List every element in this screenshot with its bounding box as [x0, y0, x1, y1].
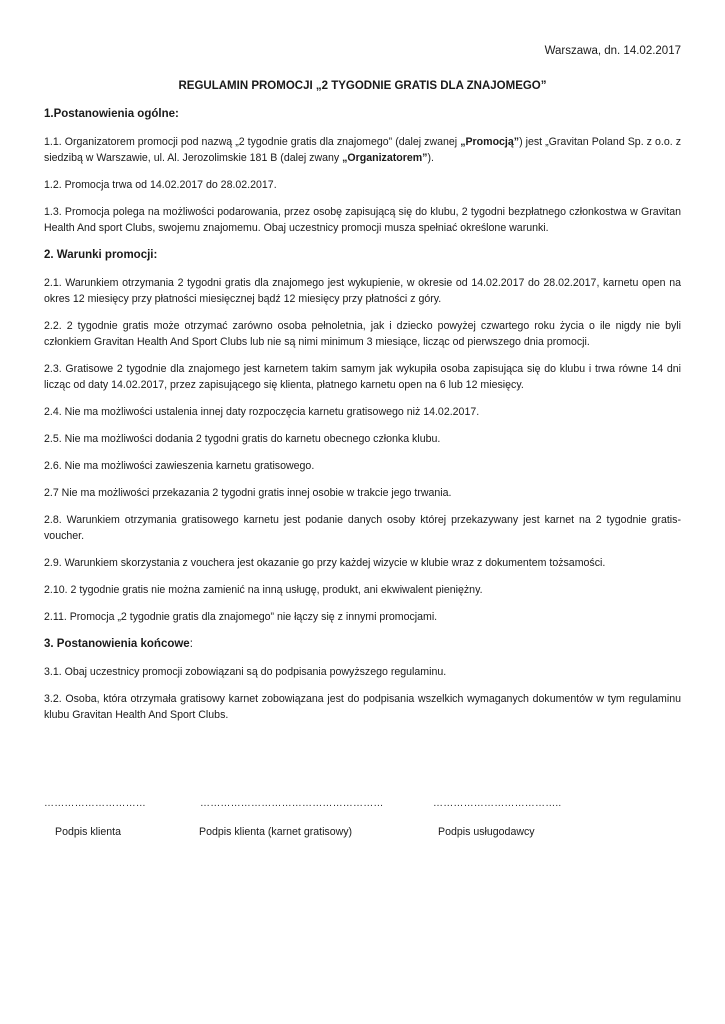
signature-label-provider: Podpis usługodawcy [438, 826, 535, 838]
section-heading-conditions: 2. Warunki promocji: [44, 249, 158, 261]
signature-line-provider: ……………………………….. [433, 798, 562, 809]
document-body [44, 106, 681, 734]
paragraph-2-10: 2.10. 2 tygodnie gratis nie można zamienić na inną usługę, produkt, ani ekwiwalent pieniężny. [44, 584, 483, 596]
paragraph-2-5: 2.5. Nie ma możliwości dodania 2 tygodni gratis do karnetu obecnego członka klubu. [44, 433, 441, 445]
organizer-term: „Organizatorem” [342, 152, 428, 164]
paragraph-2-1: 2.1. Warunkiem otrzymania 2 tygodni gratis dla znajomego jest wykupienie, w okresie od 14.02.2017 do 28.02.2017, karnetu open na okres 12 miesięcy przy płatności miesięcznej bądź 12 miesięcy przy płatności z góry. [44, 277, 681, 305]
promotion-term: „Promocją” [460, 136, 520, 148]
paragraph-2-11: 2.11. Promocja „2 tygodnie gratis dla znajomego” nie łączy się z innymi promocjami. [44, 611, 438, 623]
paragraph-2-7: 2.7 Nie ma możliwości przekazania 2 tygodni gratis innej osobie w trakcie jego trwania. [44, 487, 452, 499]
paragraph-text: 1.1. Organizatorem promocji pod nazwą „2 tygodnie gratis dla znajomego” (dalej zwanej [44, 136, 461, 148]
section-heading-final-colon: : [189, 638, 193, 650]
paragraph-text: ) jest „Gravitan Poland Sp. z o.o. z siedzibą w Warszawie, ul. Al. Jerozolimskie 181 B (dalej zwany [44, 136, 681, 164]
signature-label-client: Podpis klienta [55, 826, 121, 838]
section-heading-final [44, 636, 681, 652]
signature-line-client: ………………………… [44, 798, 146, 809]
paragraph-2-9: 2.9. Warunkiem skorzystania z vouchera jest okazanie go przy każdej wizycie w klubie wraz z dokumentem tożsamości. [44, 557, 606, 569]
section-heading-general: 1.Postanowienia ogólne: [44, 108, 179, 120]
paragraph-2-2: 2.2. 2 tygodnie gratis może otrzymać zarówno osoba pełnoletnia, jak i dziecko powyżej czwartego roku życia o ile nigdy nie byli członkiem Gravitan Health And Sport Clubs lub nie są nimi minimum 3 miesiące, licząc od pierwszego dnia promocji. [44, 320, 681, 348]
signature-line-client-gratis: ……………………………………………… [200, 798, 384, 809]
paragraph-2-6: 2.6. Nie ma możliwości zawieszenia karnetu gratisowego. [44, 460, 315, 472]
signature-label-client-gratis: Podpis klienta (karnet gratisowy) [199, 826, 353, 838]
paragraph-3-1: 3.1. Obaj uczestnicy promocji zobowiązani są do podpisania powyższego regulaminu. [44, 666, 447, 678]
signature-block [44, 796, 681, 856]
paragraph-2-4: 2.4. Nie ma możliwości ustalenia innej daty rozpoczęcia karnetu gratisowego niż 14.02.2017. [44, 406, 480, 418]
paragraph-3-2: 3.2. Osoba, która otrzymała gratisowy karnet zobowiązana jest do podpisania wszelkich wymaganych dokumentów w tym regulaminu klubu Gravitan Health And Sport Clubs. [44, 693, 681, 721]
section-heading-final-text: 3. Postanowienia końcowe [44, 638, 190, 650]
date-line: Warszawa, dn. 14.02.2017 [544, 45, 681, 57]
paragraph-2-3: 2.3. Gratisowe 2 tygodnie dla znajomego jest karnetem takim samym jak wykupiła osoba zapisująca się do klubu i trwa równe 14 dni licząc od daty 14.02.2017, przez zapisującego się klienta, płatnego karnetu open na 6 lub 12 miesięcy. [44, 363, 681, 391]
document-title: REGULAMIN PROMOCJI „2 TYGODNIE GRATIS DLA ZNAJOMEGO” [178, 80, 547, 92]
paragraph-1-1 [44, 134, 681, 166]
paragraph-1-3: 1.3. Promocja polega na możliwości podarowania, przez osobę zapisującą się do klubu, 2 tygodni bezpłatnego członkostwa w Gravitan Health And sport Clubs, swojemu znajomemu. Obaj uczestnicy promocji musza spełniać określone warunki. [44, 206, 681, 234]
paragraph-2-8: 2.8. Warunkiem otrzymania gratisowego karnetu jest podanie danych osoby której przekazywany jest karnet na 2 tygodnie gratis-voucher. [44, 514, 681, 542]
paragraph-text: ). [427, 152, 434, 164]
paragraph-1-2: 1.2. Promocja trwa od 14.02.2017 do 28.02.2017. [44, 179, 277, 191]
